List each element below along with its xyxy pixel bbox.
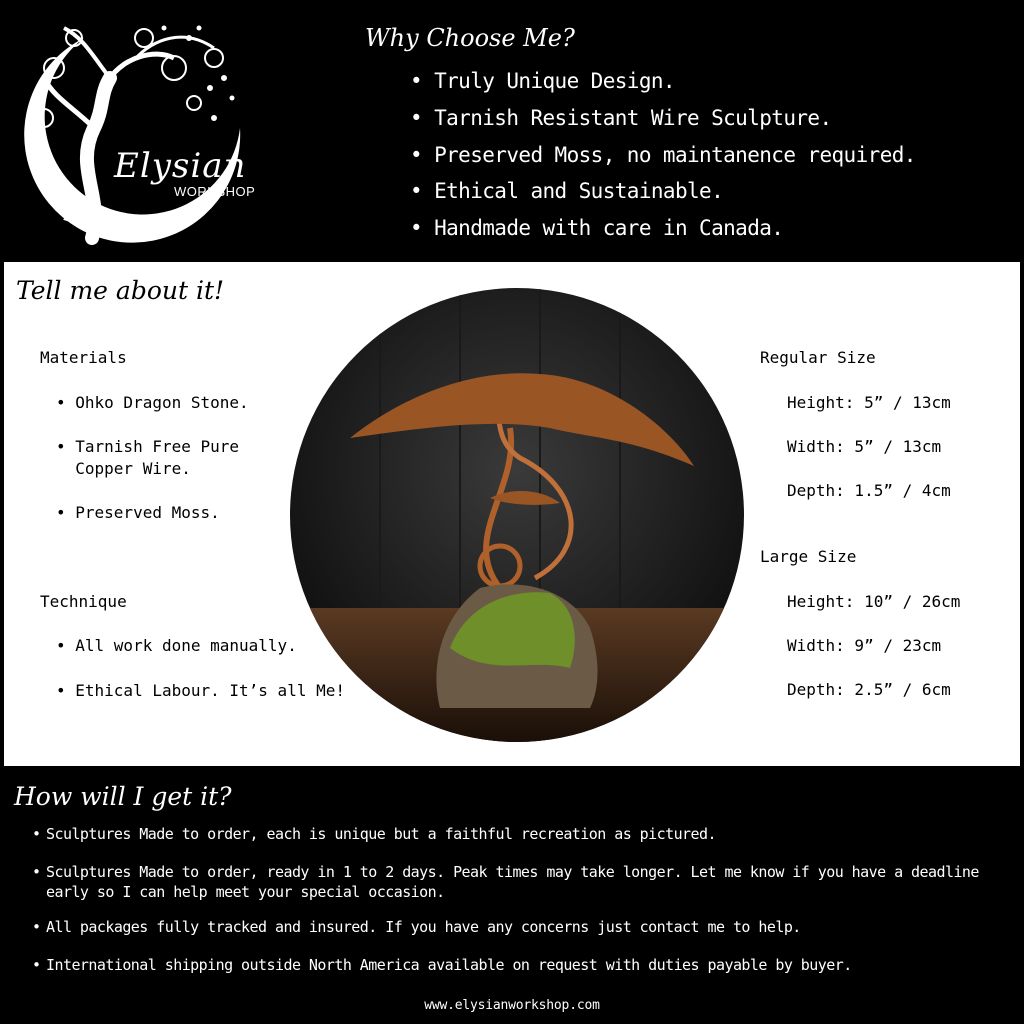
why-item: • Tarnish Resistant Wire Sculpture. [410, 101, 916, 138]
tell-me-title: Tell me about it! [16, 276, 225, 305]
shipping-item: • All packages fully tracked and insured. If you have any concerns just contact me to help. [32, 918, 801, 936]
large-size-heading: Large Size [760, 547, 857, 566]
logo-caps-text: WORKSHOP [174, 184, 256, 199]
regular-height: Height: 5” / 13cm [787, 393, 951, 412]
header-band [0, 0, 1024, 260]
shipping-item: • Sculptures Made to order, ready in 1 to 2 days. Peak times may take longer. Let me know if you have a deadline early so I can help meet your special occasion. [32, 863, 979, 901]
materials-item: • Preserved Moss. [56, 503, 220, 522]
how-will-i-get-it-title: How will I get it? [14, 782, 232, 811]
large-depth: Depth: 2.5” / 6cm [787, 680, 951, 699]
technique-item: • All work done manually. [56, 636, 297, 655]
materials-heading: Materials [40, 348, 127, 367]
shipping-item: • Sculptures Made to order, each is unique but a faithful recreation as pictured. [32, 825, 716, 843]
why-item: • Ethical and Sustainable. [410, 174, 916, 211]
website-link[interactable]: www.elysianworkshop.com [424, 998, 600, 1013]
sculpture-photo-icon [290, 288, 744, 742]
shipping-item: • International shipping outside North America available on request with duties payable by buyer. [32, 956, 852, 974]
why-item: • Truly Unique Design. [410, 64, 916, 101]
logo-script-text: Elysian [114, 146, 247, 186]
regular-depth: Depth: 1.5” / 4cm [787, 481, 951, 500]
why-item: • Preserved Moss, no maintanence required. [410, 138, 916, 175]
regular-width: Width: 5” / 13cm [787, 437, 942, 456]
large-height: Height: 10” / 26cm [787, 592, 961, 611]
materials-item: • Ohko Dragon Stone. [56, 393, 249, 412]
technique-item: • Ethical Labour. It’s all Me! [56, 681, 345, 700]
regular-size-heading: Regular Size [760, 348, 876, 367]
tree-of-life-logo-icon [14, 8, 264, 258]
details-panel [4, 262, 1020, 766]
large-width: Width: 9” / 23cm [787, 636, 942, 655]
materials-item: • Tarnish Free Pure Copper Wire. [56, 437, 240, 478]
shipping-band [0, 768, 1024, 1024]
why-choose-me-title: Why Choose Me? [365, 24, 575, 52]
why-list [410, 64, 916, 248]
technique-heading: Technique [40, 592, 127, 611]
why-item: • Handmade with care in Canada. [410, 211, 916, 248]
